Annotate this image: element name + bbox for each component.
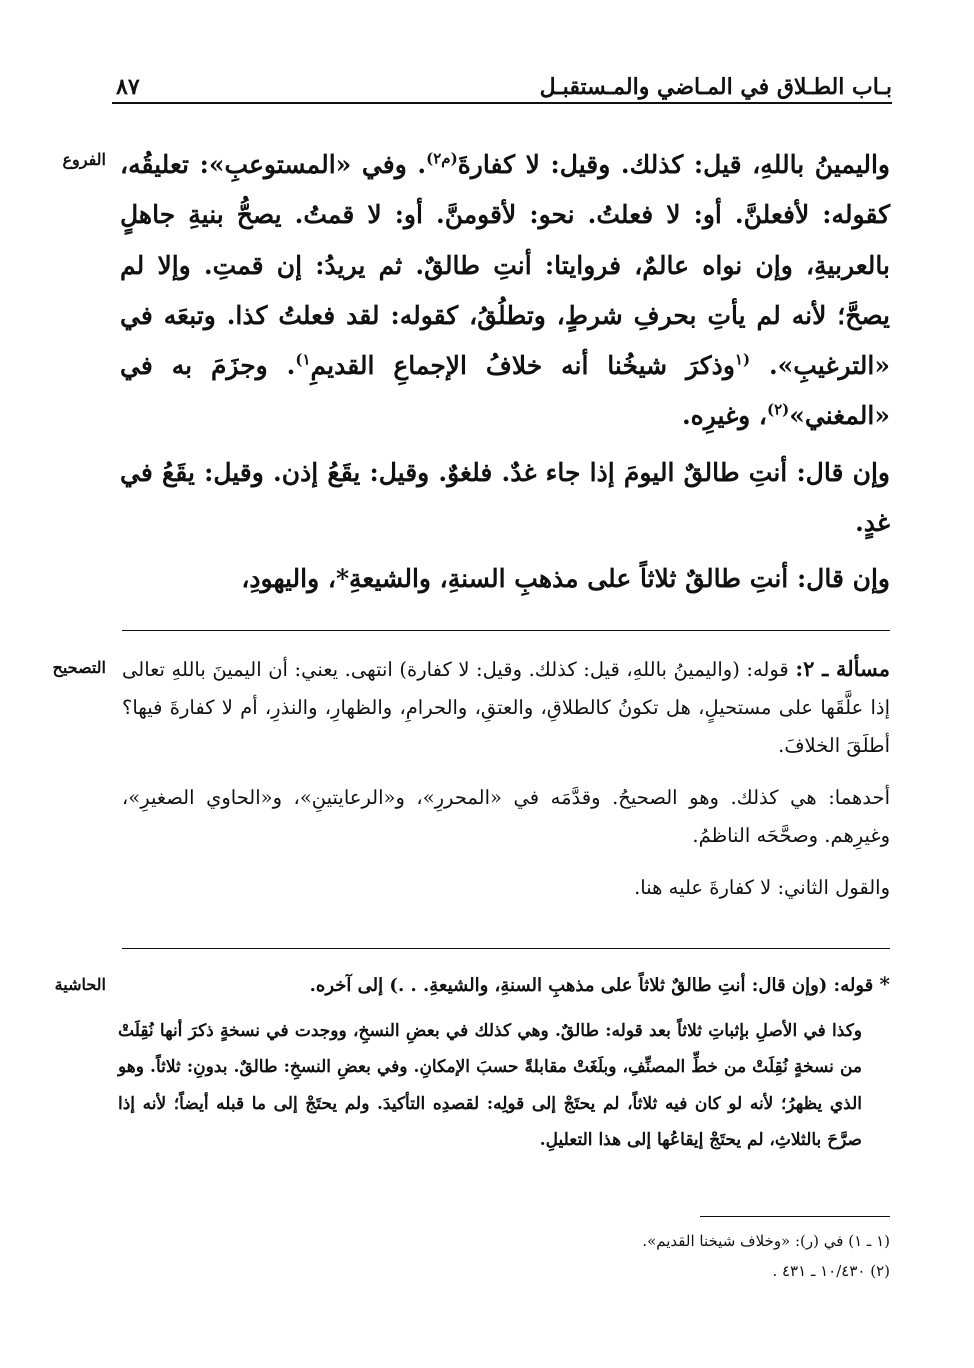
hashiya-body: وكذا في الأصلِ بإثباتِ ثلاثاً بعد قوله: طالقٌ. وهي كذلك في بعضِ النسخِ، ووجدت في نسخةٍ ذكرَ أنها نُقِلَتْ من نسخةٍ نُقِلَتْ من خطِّ المصنِّفِ، وبلَغَتْ مقابلةً حسبَ الإمكانِ. وفي بعضِ النسخِ: طالقٌ. بدونِ: ثلاثاً. وهو الذي يظهرُ؛ لأنه لو كان فيه ثلاثاً، لم يحتَجْ إلى قولِه: لقصدِه التأكيدَ. ولم يحتَجْ إلى ما قبله أيضاً؛ لأنه إذا صرَّحَ بالثلاثِ، لم يحتَجْ إيقاعُها إلى هذا التعليلِ.	[118, 1020, 862, 1150]
asterisk-marker: *	[335, 564, 350, 594]
section-label-hashiya: الحاشية	[54, 975, 106, 994]
footnote-marker-2: (٢)	[767, 401, 790, 420]
main-p1-d: . وجزَمَ به في «المغني»	[120, 351, 890, 431]
running-header	[112, 72, 892, 104]
tasheeh-paragraph-1	[122, 650, 890, 765]
section-divider-tasheeh	[122, 630, 890, 631]
masala-heading: مسألة ـ ٢:	[795, 656, 890, 681]
tasheeh-p1-text: قوله: (واليمينُ باللهِ، قيل: كذلك. وقيل: لا كفارة) انتهى. يعني: أن اليمينَ باللهِ تعالى إذا علَّقَها على مستحيلٍ، هل تكونُ كالطلاقِ، والعتقِ، والحرامِ، والظهارِ، والنذرِ، أم لا كفارةَ فيها؟ أطلَقَ الخلافَ.	[122, 658, 890, 757]
chapter-title: بـاب الطـلاق في المـاضي والمـستقبـل	[539, 74, 892, 100]
footnote-marker-m2: (م٢)	[426, 149, 458, 168]
tasheeh-text	[122, 650, 890, 907]
footnote-divider	[700, 1216, 890, 1217]
main-p1-e: ، وغيرِه.	[681, 401, 767, 431]
section-label-furu: الفروع	[62, 150, 106, 169]
tasheeh-paragraph-3: والقول الثاني: لا كفارةَ عليه هنا.	[634, 876, 890, 899]
footnotes	[500, 1226, 890, 1286]
section-label-tasheeh: التصحيح	[52, 658, 106, 677]
footnote-marker-1-open: (١	[734, 350, 751, 369]
footnote-1: (١ ـ ١) في (ر): «وخلاف شيخنا القديم».	[642, 1232, 890, 1250]
section-divider-hashiya	[122, 948, 890, 949]
hashiya-text	[118, 966, 890, 1159]
page-number: ٨٧	[116, 74, 140, 100]
asterisk-marker: *	[879, 972, 890, 996]
main-p3-b: ، واليهودِ،	[241, 564, 336, 594]
tasheeh-paragraph-2: أحدهما: هي كذلك. وهو الصحيحُ. وقدَّمَه في «المحررِ»، و«الرعايتينِ»، و«الحاوي الصغيرِ»، وغيرِهم. وصحَّحَه الناظمُ.	[122, 786, 890, 847]
hashiya-intro-text: قوله: (وإن قال: أنتِ طالقٌ ثلاثاً على مذهبِ السنةِ، والشيعةِ. . .) إلى آخره.	[309, 975, 874, 996]
main-paragraph-3	[120, 554, 890, 604]
main-paragraph-1	[120, 140, 890, 442]
main-p3-a: وإن قال: أنتِ طالقٌ ثلاثاً على مذهبِ السنةِ، والشيعةِ	[349, 564, 890, 594]
hashiya-intro	[118, 966, 890, 1005]
footnote-2: (٢) ١٠/٤٣٠ ـ ٤٣١ .	[772, 1262, 890, 1280]
main-text	[120, 140, 890, 605]
footnote-marker-1-close: ١)	[295, 350, 311, 369]
main-p1-c: وذكرَ شيخُنا أنه خلافُ الإجماعِ القديمِ	[310, 351, 735, 381]
main-p1-a: واليمينُ باللهِ، قيل: كذلك. وقيل: لا كفارةَ	[457, 150, 890, 179]
main-paragraph-2: وإن قال: أنتِ طالقٌ اليومَ إذا جاء غدٌ. فلغوٌ. وقيل: يقَعُ إذن. وقيل: يقَعُ في غدٍ.	[120, 457, 890, 538]
main-p1-b: . وفي «المستوعبِ»: تعليقُه، كقوله: لأفعلنَّ. أو: لا فعلتُ. نحو: لأقومنَّ. أو: لا قمتُ. يصحُّ بنيةِ جاهلٍ بالعربيةِ، وإن نواه عالمٌ، فروايتا: أنتِ طالقٌ. ثم يريدُ: إن قمتِ. وإلا لم يصحَّ؛ لأنه لم يأتِ بحرفِ شرطٍ، وتطلُقُ، كقوله: لقد فعلتُ كذا. وتبعَه في «الترغيبِ».	[120, 150, 890, 381]
